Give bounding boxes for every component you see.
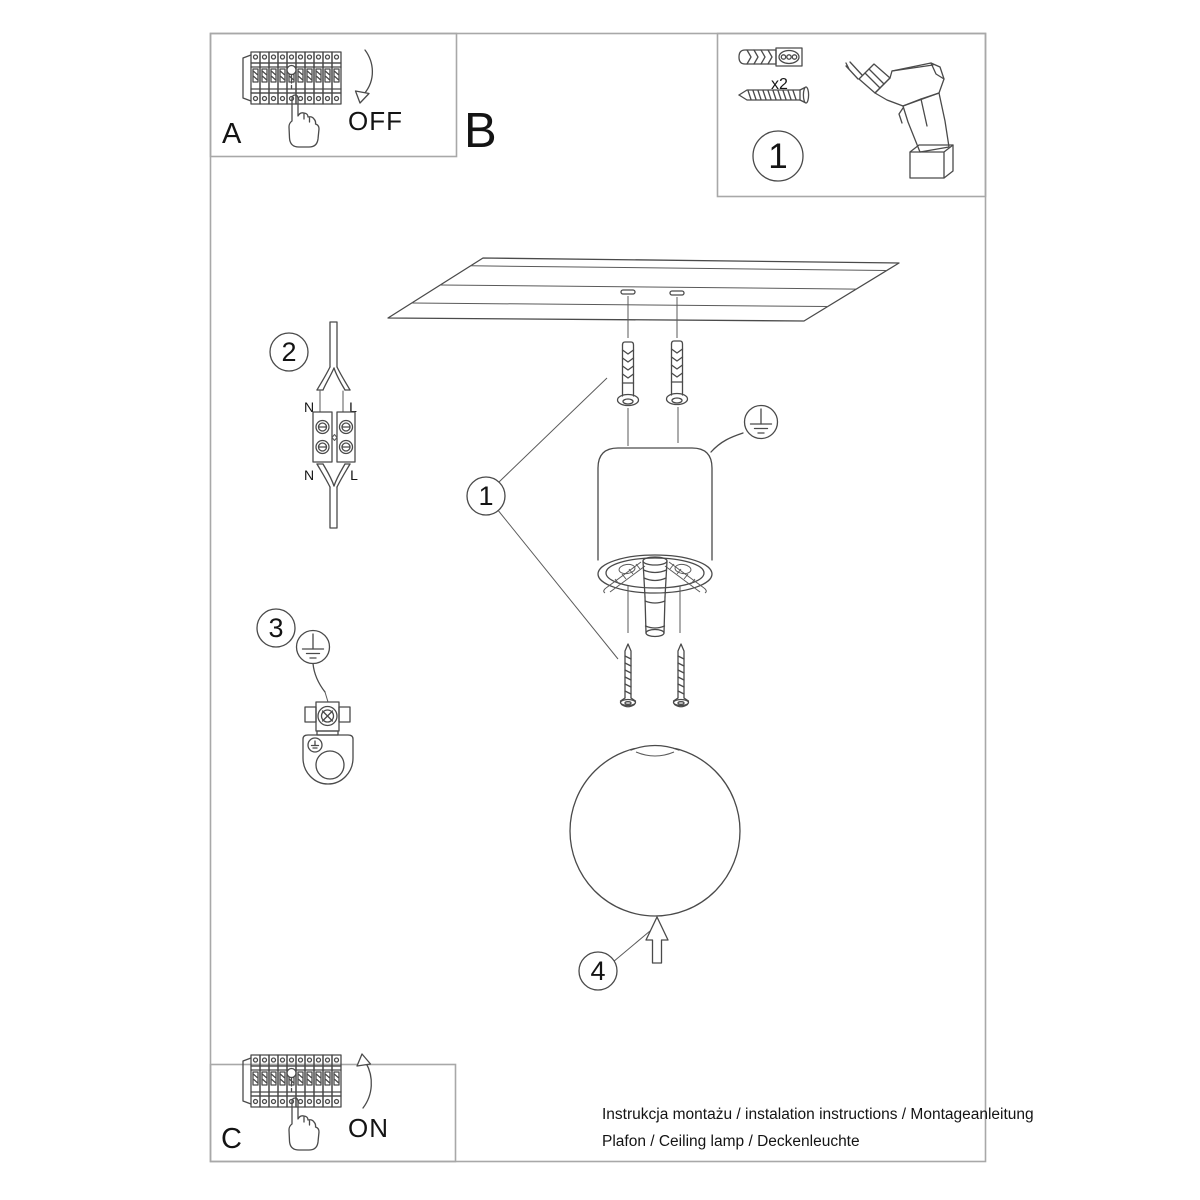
ground-symbol-icon: [297, 631, 330, 664]
dowel-quantity-label: x2: [771, 76, 788, 93]
step-4-number: 4: [590, 956, 606, 986]
lamp-body: [598, 406, 778, 637]
mounting-slot-right: [670, 291, 684, 295]
footer: [602, 1106, 1034, 1150]
step-3-number: 3: [268, 613, 284, 643]
ground-wire: [711, 433, 743, 452]
step-1-callout: [467, 378, 618, 659]
panel-a-label: A: [222, 118, 242, 150]
on-arrow-icon: [357, 1054, 371, 1108]
supply-cable-top: [317, 322, 350, 412]
glass-globe: [570, 741, 740, 916]
off-arrow-icon: [356, 50, 373, 103]
ground-symbol-icon: [745, 406, 778, 439]
footer-line-1: Instrukcja montażu / instalation instructions / Montageanleitung: [602, 1106, 1034, 1123]
power-off-label: OFF: [348, 106, 403, 136]
step-1-badge-number: 1: [768, 137, 788, 176]
panel-c-box: [211, 1065, 456, 1162]
wire-label-n-bottom: N: [303, 467, 315, 483]
screw-icon: [739, 87, 809, 103]
wire-label-l-top: L: [349, 399, 357, 415]
wall-plug-left: [618, 342, 639, 406]
wire-label-n-top: N: [303, 399, 315, 415]
panel-parts: [739, 48, 953, 181]
panel-a-breaker-off: [222, 50, 403, 150]
wire-label-l-bottom: L: [350, 467, 358, 483]
screw-right: [674, 644, 689, 707]
wall-plug-right: [667, 341, 688, 405]
lamp-cable-bottom: [317, 464, 350, 528]
step-2-wiring: [270, 322, 358, 528]
lamp-mounting-plate: [598, 555, 712, 593]
earth-terminal: [305, 702, 350, 731]
footer-line-2: Plafon / Ceiling lamp / Deckenleuchte: [602, 1133, 860, 1150]
power-on-label: ON: [348, 1113, 389, 1143]
step-4-callout: [579, 917, 668, 990]
panel-c-breaker-on: [221, 1054, 389, 1155]
ceiling-panel: [388, 258, 899, 321]
step-3-earthing: [257, 609, 353, 784]
panel-c-label: C: [221, 1123, 242, 1155]
up-arrow-icon: [646, 917, 668, 963]
earth-wire: [313, 664, 325, 693]
wall-plug-icon: [739, 48, 802, 66]
sheet-border: [211, 34, 986, 1162]
bulb-socket: [643, 557, 667, 637]
drill-icon: [846, 62, 953, 178]
mounting-bracket: [303, 731, 353, 784]
mounting-slot-left: [621, 290, 635, 294]
step-2-number: 2: [281, 337, 297, 367]
screw-left: [621, 644, 636, 707]
section-b-label: B: [464, 104, 497, 158]
terminal-block: [313, 412, 355, 462]
step-1-number: 1: [478, 481, 494, 511]
